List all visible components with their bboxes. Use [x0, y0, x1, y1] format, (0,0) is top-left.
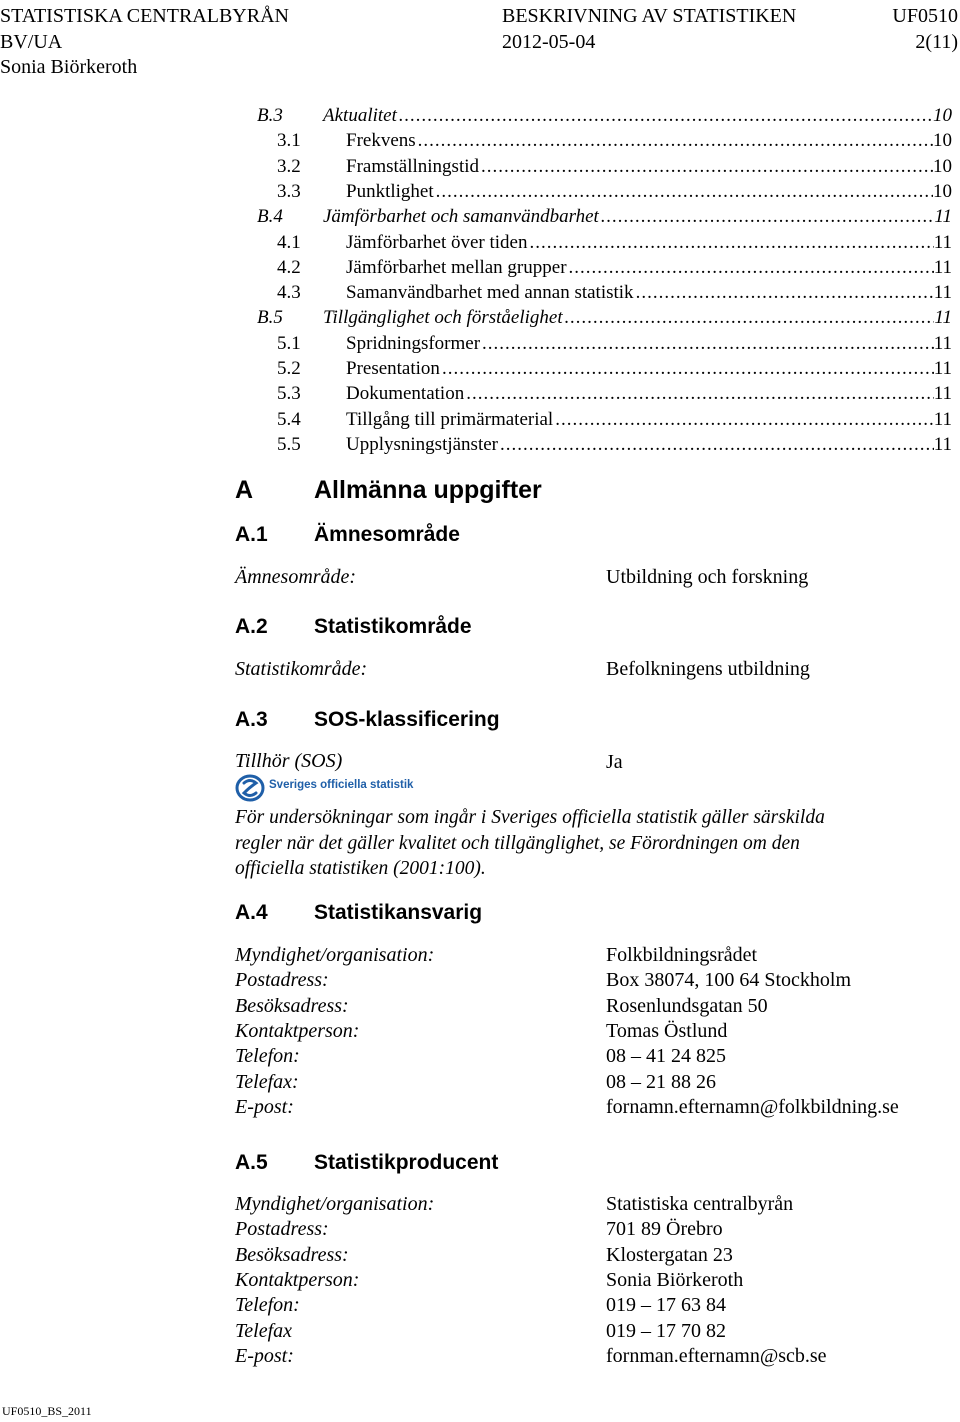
toc-entry-number: 4.3 [277, 282, 301, 304]
toc-leader-dots [529, 231, 933, 255]
toc-entry-title: Upplysningstjänster [346, 433, 498, 455]
toc-entry-title: Jämförbarhet mellan grupper [346, 256, 567, 278]
contact-value: Sonia Biörkeroth [606, 1268, 744, 1291]
toc-entry-page: 10 [933, 180, 952, 202]
contact-value: Folkbildningsrådet [606, 944, 758, 966]
toc-entry-page: 11 [933, 332, 952, 354]
contact-label: Postadress: [235, 969, 329, 992]
toc-leader-dots [418, 129, 933, 153]
footer-code: UF0510_BS_2011 [2, 1404, 92, 1418]
toc-entry-line [346, 256, 952, 280]
header-org: STATISTISKA CENTRALBYRÅN [0, 5, 289, 27]
toc-leader-dots [482, 332, 934, 356]
contact-value: 701 89 Örebro [606, 1218, 723, 1241]
toc-entry-page: 10 [933, 155, 952, 177]
contact-label: Myndighet/organisation: [235, 1193, 435, 1215]
a2-number: A.2 [235, 615, 268, 638]
toc-entry-number: B.4 [257, 206, 283, 228]
section-a-title: Allmänna uppgifter [314, 476, 542, 504]
toc-entry[interactable] [257, 155, 952, 179]
toc-entry-title: Frekvens [346, 130, 416, 152]
toc-entry-line [346, 408, 952, 432]
toc-entry-line [346, 129, 952, 153]
toc-entry-number: 3.3 [277, 180, 301, 202]
contact-value: fornamn.efternamn@folkbildning.se [606, 1095, 899, 1118]
toc-entry[interactable] [257, 306, 952, 330]
toc-entry-title: Spridningsformer [346, 332, 481, 354]
toc-leader-dots [555, 408, 933, 432]
toc-entry-title: Dokumentation [346, 383, 465, 405]
toc-leader-dots [565, 306, 935, 330]
contact-label: Telefon: [235, 1294, 300, 1317]
toc-entry[interactable] [257, 382, 952, 406]
toc-entry-page: 11 [933, 433, 952, 455]
header-page-number: 2(11) [915, 31, 958, 53]
toc-entry-number: 4.2 [277, 256, 301, 278]
toc-entry[interactable] [257, 256, 952, 280]
toc-leader-dots [399, 104, 933, 128]
header-date: 2012-05-04 [502, 31, 596, 53]
sos-logo-text: Sveriges officiella statistik [269, 779, 414, 791]
header-unit: BV/UA [0, 31, 63, 53]
header-doc-type: BESKRIVNING AV STATISTIKEN [502, 5, 797, 27]
contact-value: 08 – 41 24 825 [606, 1045, 726, 1068]
toc-entry-line [346, 231, 952, 255]
toc-leader-dots [569, 256, 934, 280]
contact-label: Telefon: [235, 1045, 300, 1068]
toc-entry-number: B.5 [257, 307, 283, 329]
contact-label: Kontaktperson: [235, 1268, 360, 1291]
toc-entry[interactable] [257, 332, 952, 356]
toc-leader-dots [481, 155, 933, 179]
a1-value: Utbildning och forskning [606, 566, 809, 588]
contact-value: Box 38074, 100 64 Stockholm [606, 969, 852, 992]
toc-entry[interactable] [257, 180, 952, 204]
a3-number: A.3 [235, 708, 268, 731]
a3-title: SOS-klassificering [314, 708, 500, 731]
toc-entry-number: 5.1 [277, 332, 301, 354]
contact-value: Rosenlundsgatan 50 [606, 994, 768, 1017]
toc-entry[interactable] [257, 231, 952, 255]
toc-entry-number: 3.2 [277, 155, 301, 177]
toc-entry-line [323, 205, 952, 229]
contact-value: 019 – 17 63 84 [606, 1294, 726, 1317]
a2-value: Befolkningens utbildning [606, 658, 810, 680]
toc-entry-title: Punktlighet [346, 180, 434, 202]
toc-entry-line [323, 104, 952, 128]
toc-entry-page: 10 [933, 105, 952, 126]
contact-value: 08 – 21 88 26 [606, 1070, 716, 1093]
toc-leader-dots [601, 205, 935, 229]
toc-entry[interactable] [257, 129, 952, 153]
toc-entry-line [346, 332, 952, 356]
toc-entry-number: 5.3 [277, 383, 301, 405]
toc-entry-line [346, 433, 952, 457]
toc-entry-title: Samanvändbarhet med annan statistik [346, 282, 634, 304]
toc-entry-title: Framställningstid [346, 155, 479, 177]
a4-title: Statistikansvarig [314, 901, 483, 924]
toc-leader-dots [436, 180, 933, 204]
toc-entry-page: 11 [933, 358, 952, 379]
a3-label: Tillhör (SOS) [235, 750, 343, 772]
toc-entry-line [346, 281, 952, 305]
toc-entry-line [346, 357, 952, 381]
toc-entry[interactable] [257, 357, 952, 381]
toc-leader-dots [466, 382, 934, 406]
toc-entry-page: 11 [933, 231, 952, 253]
toc-entry-page: 10 [933, 130, 952, 152]
a4-number: A.4 [235, 901, 268, 924]
toc-entry[interactable] [257, 281, 952, 305]
sos-note-line: officiella statistiken (2001:100). [235, 858, 486, 879]
toc-entry-line [323, 306, 952, 330]
toc-entry-title: Tillgång till primärmaterial [346, 408, 554, 430]
sos-note-line: För undersökningar som ingår i Sveriges officiella statistik gäller särskilda [235, 807, 825, 828]
toc-entry-title: Aktualitet [323, 105, 397, 126]
contact-label: Besöksadress: [235, 994, 349, 1017]
toc-entry-page: 11 [933, 383, 952, 405]
toc-entry-line [346, 180, 952, 204]
section-a-number: A [235, 476, 254, 504]
a1-title: Ämnesområde [314, 523, 460, 546]
toc-entry-number: B.3 [257, 105, 283, 126]
contact-label: Telefax: [235, 1070, 299, 1093]
sos-logo-icon [235, 774, 267, 802]
sos-logo [235, 774, 413, 802]
toc-entry-number: 5.4 [277, 408, 301, 430]
contact-label: E-post: [235, 1344, 294, 1367]
contact-value: Statistiska centralbyrån [606, 1193, 794, 1215]
sos-note [235, 805, 935, 882]
toc-entry-title: Presentation [346, 358, 440, 379]
a3-value: Ja [606, 751, 623, 773]
contact-label: E-post: [235, 1095, 294, 1118]
contact-value: Tomas Östlund [606, 1019, 728, 1042]
toc-leader-dots [500, 433, 934, 457]
header-code: UF0510 [892, 5, 958, 27]
toc-entry-title: Jämförbarhet och samanvändbarhet [323, 206, 599, 228]
toc-entry-page: 11 [934, 206, 952, 228]
contact-value: Klostergatan 23 [606, 1243, 733, 1266]
sos-note-line: regler när det gäller kvalitet och tillgänglighet, se Förordningen om den [235, 832, 800, 854]
toc-entry-page: 11 [933, 256, 952, 278]
contact-label: Myndighet/organisation: [235, 944, 435, 966]
toc-entry[interactable] [257, 205, 952, 229]
toc-entry-page: 11 [933, 408, 952, 430]
toc-entry-line [346, 155, 952, 179]
contact-label: Besöksadress: [235, 1243, 349, 1266]
contact-label: Kontaktperson: [235, 1019, 360, 1042]
a2-label: Statistikområde: [235, 658, 368, 680]
toc-entry[interactable] [257, 408, 952, 432]
toc-entry-title: Jämförbarhet över tiden [346, 231, 528, 253]
toc-entry-number: 3.1 [277, 130, 301, 152]
contact-label: Postadress: [235, 1218, 329, 1241]
a1-number: A.1 [235, 523, 268, 546]
toc-leader-dots [442, 357, 934, 381]
toc-entry-title: Tillgänglighet och förståelighet [323, 307, 563, 329]
toc-entry-number: 5.2 [277, 358, 301, 379]
a5-number: A.5 [235, 1151, 268, 1174]
contact-value: 019 – 17 70 82 [606, 1319, 726, 1342]
toc-entry-page: 11 [933, 282, 952, 304]
header-author: Sonia Biörkeroth [0, 56, 138, 78]
toc-leader-dots [636, 281, 934, 305]
toc-entry[interactable] [257, 433, 952, 457]
contact-value: fornman.efternamn@scb.se [606, 1344, 827, 1367]
toc-entry-number: 4.1 [277, 231, 301, 253]
a1-label: Ämnesområde: [235, 566, 357, 588]
a5-title: Statistikproducent [314, 1151, 499, 1174]
toc-entry-line [346, 382, 952, 406]
toc-entry-page: 11 [934, 307, 952, 329]
toc-entry[interactable] [257, 104, 952, 128]
contact-label: Telefax [235, 1319, 293, 1342]
a2-title: Statistikområde [314, 615, 472, 638]
toc-entry-number: 5.5 [277, 433, 301, 455]
